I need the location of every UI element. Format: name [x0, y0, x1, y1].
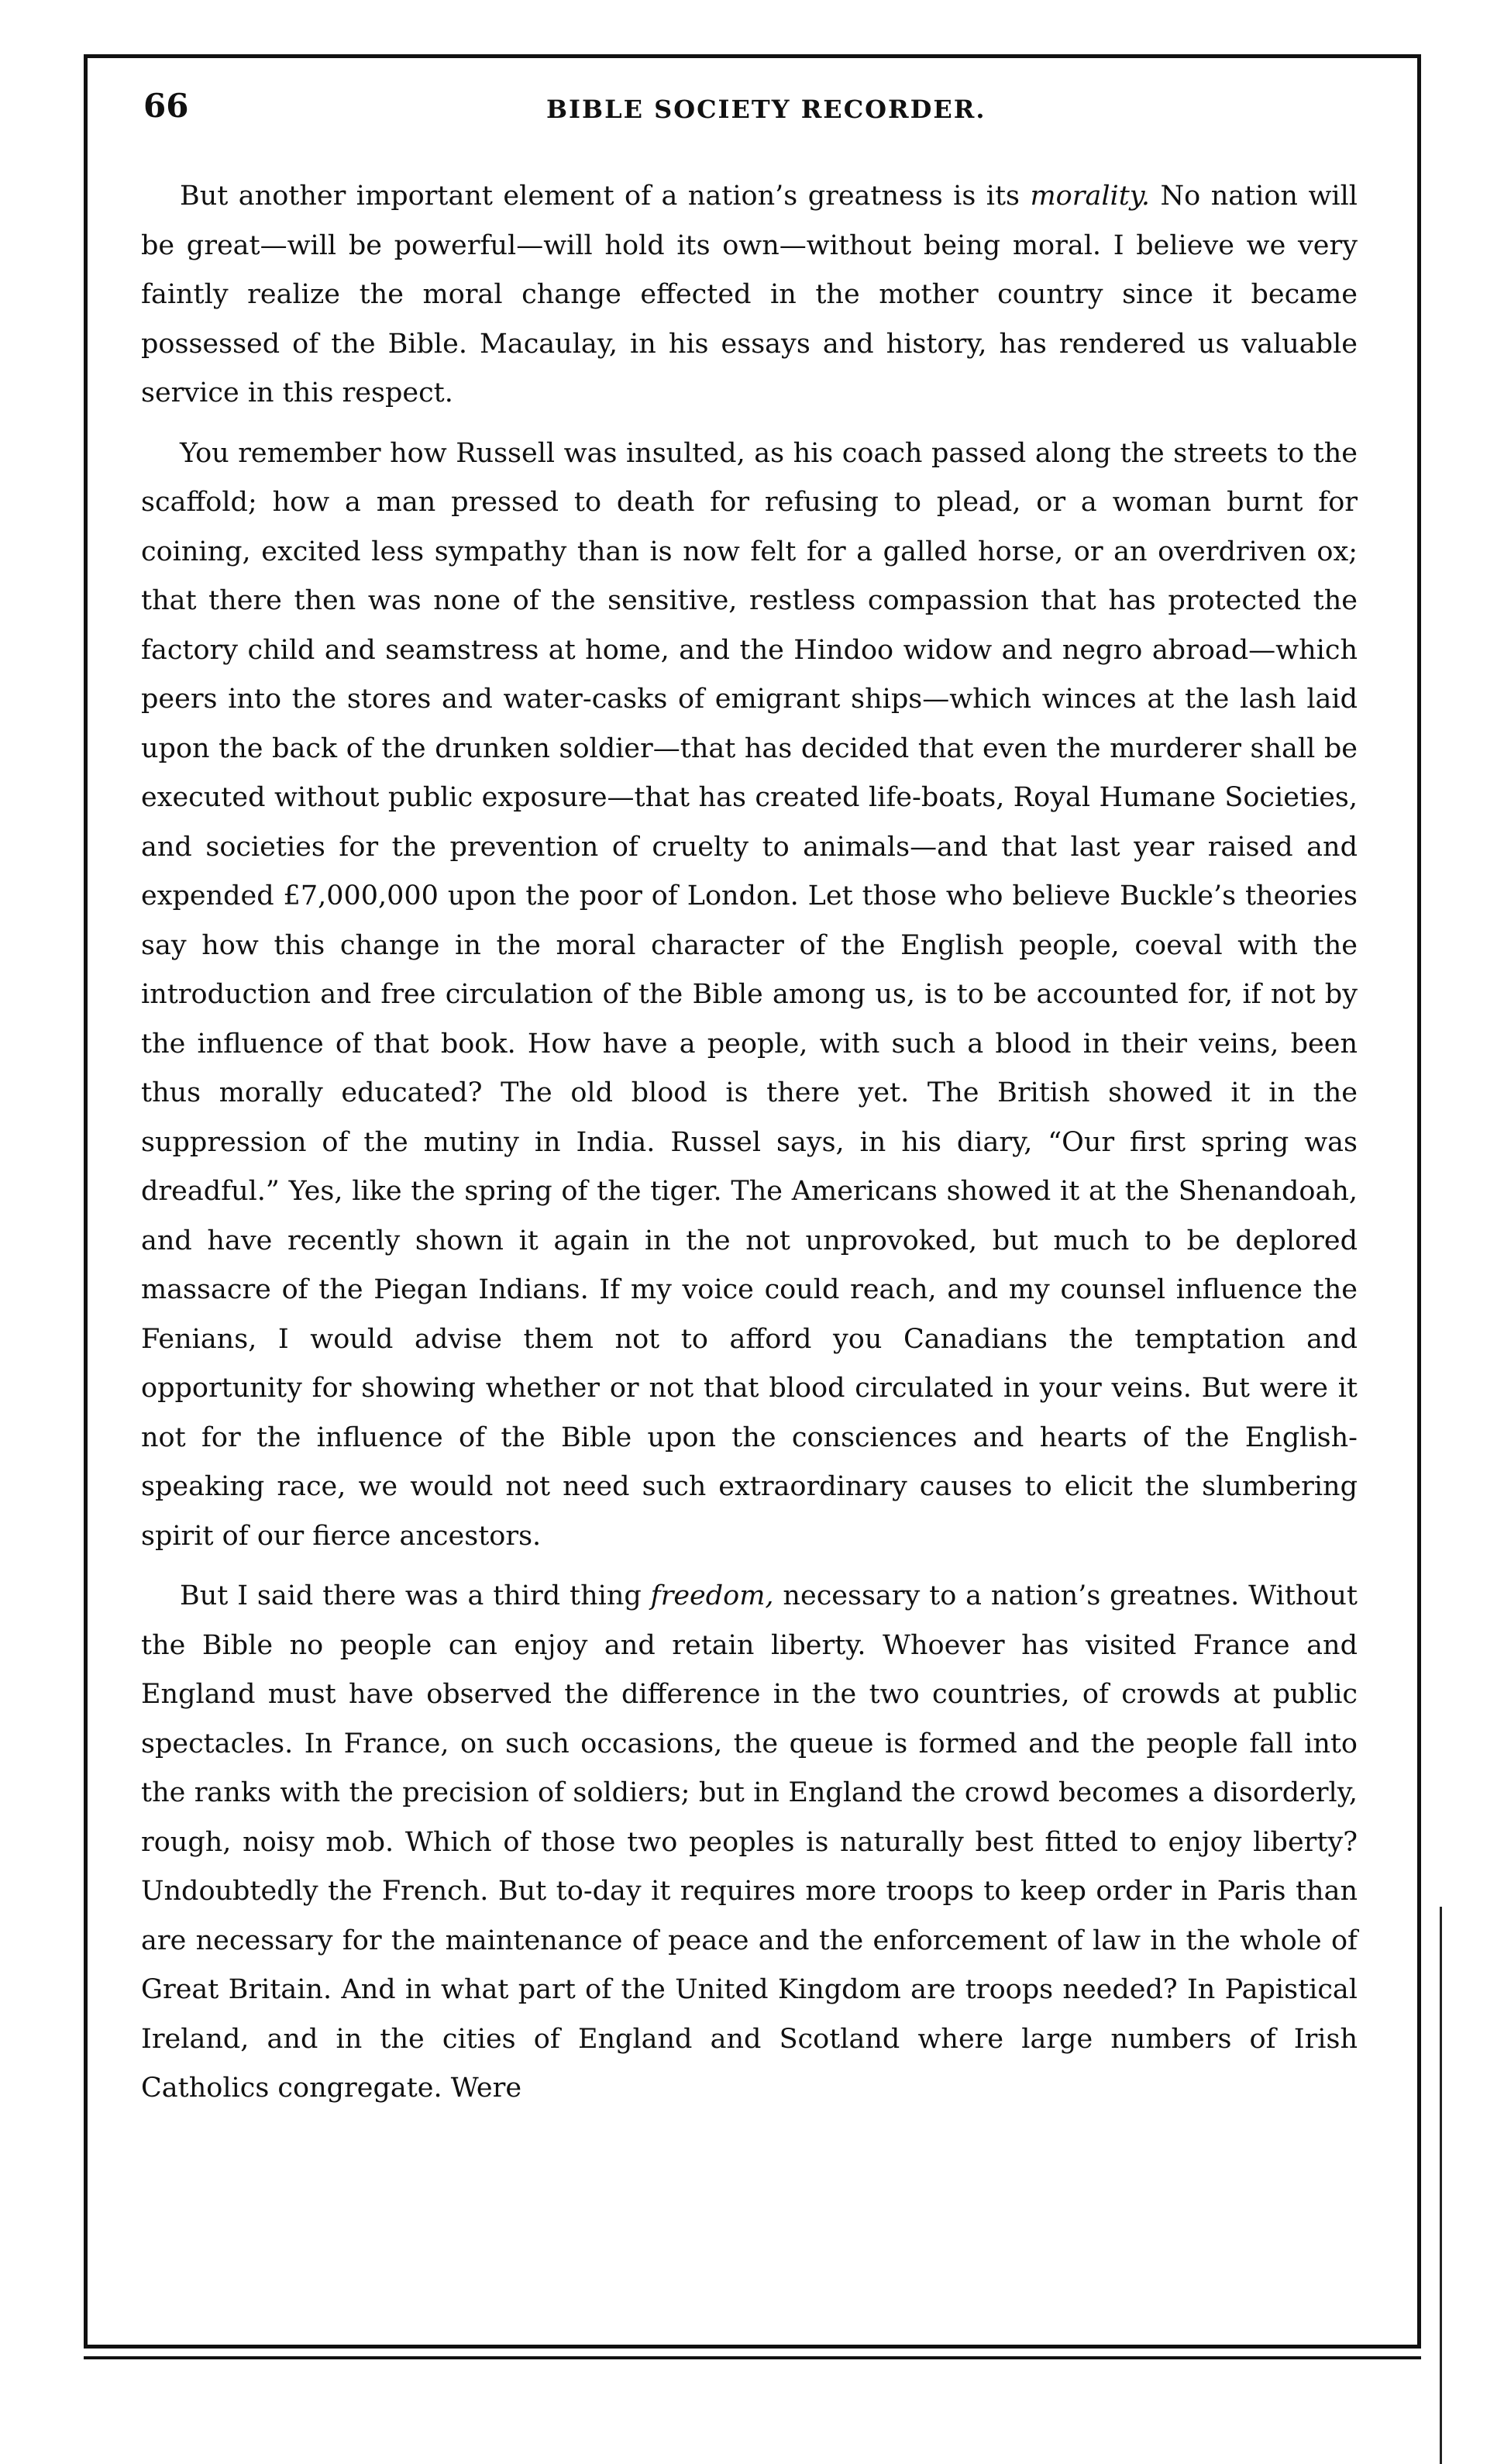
paragraph-text: No nation will be great—will be powerful—will hold its own—without being moral. I believe we very faintly realize the moral change effected in the mother country since it became possessed of the Bible. Macaulay, in his essays and history, has rendered us valuable service in this respect.	[141, 181, 1358, 408]
emphasis-morality: morality.	[1030, 181, 1151, 212]
paragraph-freedom	[141, 1572, 1358, 2114]
running-title: BIBLE SOCIETY RECORDER.	[546, 95, 986, 124]
paragraph-text: You remember how Russell was insulted, as his coach passed along the streets to the scaffold; how a man pressed to death for refusing to plead, or a woman burnt for coining, excited less sympathy than is now felt for a galled horse, or an overdriven ox; that there then was none of the sensitive, restless compassion that has protected the factory child and seamstress at home, and the Hindoo widow and negro abroad—which peers into the stores and water-casks of emigrant ships—which winces at the lash laid upon the back of the drunken soldier—that has decided that even the murderer shall be executed without public exposure—that has created life-boats, Royal Humane Societies, and societies for the prevention of cruelty to animals—and that last year raised and expended £7,000,000 upon the poor of London. Let those who believe Buckle’s theories say how this change in the moral character of the English people, coeval with the introduction and free circulation of the Bible among us, is to be accounted for, if not by the influence of that book. How have a people, with such a blood in their veins, been thus morally educated? The old blood is there yet. The British showed it in the suppression of the mutiny in India. Russel says, in his diary, “Our first spring was dreadful.” Yes, like the spring of the tiger. The Americans showed it at the Shenandoah, and have recently shown it again in the not unprovoked, but much to be deplored massacre of the Piegan Indians. If my voice could reach, and my counsel influence the Fenians, I would advise them not to afford you Canadians the temptation and opportunity for showing whether or not that blood circulated in your veins. But were it not for the influence of the Bible upon the consciences and hearts of the English-speaking race, we would not need such extraordinary causes to elicit the slumbering spirit of our fierce ancestors.	[141, 437, 1358, 1552]
bottom-rule	[84, 2356, 1421, 2359]
emphasis-freedom: freedom,	[650, 1580, 774, 1611]
paragraph-text: But another important element of a nation’s greatness is its	[180, 181, 1031, 212]
paragraph-text: But I said there was a third thing	[180, 1580, 651, 1611]
margin-rule	[1440, 1907, 1442, 2464]
page-header	[143, 87, 1383, 133]
paragraph-text: necessary to a nation’s greatnes. Without the Bible no people can enjoy and retain liberty. Whoever has visited France and England must have observed the difference in the two countries, of crowds at public spectacles. In France, on such occasions, the queue is formed and the people fall into the ranks with the precision of soldiers; but in England the crowd becomes a disorderly, rough, noisy mob. Which of those two peoples is naturally best fitted to enjoy liberty? Undoubtedly the French. But to-day it requires more troops to keep order in Paris than are necessary for the maintenance of peace and the enforcement of law in the whole of Great Britain. And in what part of the United Kingdom are troops needed? In Papistical Ireland, and in the cities of England and Scotland where large numbers of Irish Catholics congregate. Were	[141, 1580, 1358, 2104]
paragraph-russell	[141, 429, 1358, 1562]
page-number: 66	[143, 87, 189, 125]
paragraph-morality	[141, 172, 1358, 419]
article-body	[141, 172, 1358, 2125]
